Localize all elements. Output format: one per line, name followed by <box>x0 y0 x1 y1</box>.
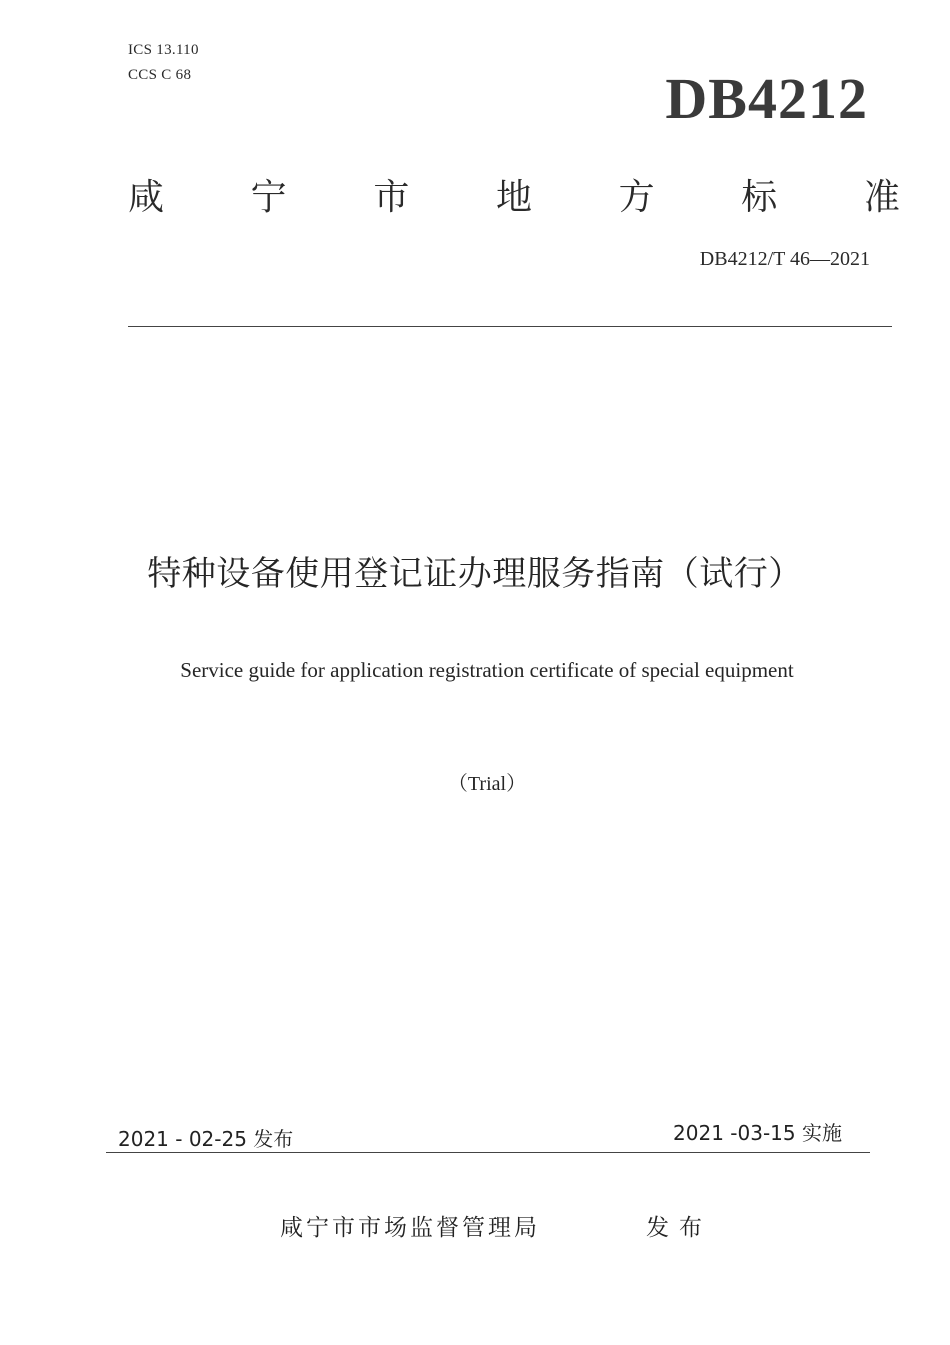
trial-note: （Trial） <box>447 773 527 795</box>
title-english: Service guide for application registration certificate of special equipment <box>180 658 794 682</box>
standard-type-char: 方 <box>618 177 655 218</box>
ics-code: ICS 13.110 <box>128 42 199 58</box>
footer-divider <box>106 1152 870 1153</box>
standard-type-char: 宁 <box>250 177 287 218</box>
issue-date: 2021 - 02-25 发布 <box>118 1127 294 1151</box>
ccs-code: CCS C 68 <box>128 67 192 83</box>
implementation-date: 2021 -03-15 实施 <box>673 1121 842 1145</box>
standard-type-char: 标 <box>741 177 778 218</box>
standard-type <box>128 174 900 222</box>
title-chinese: 特种设备使用登记证办理服务指南（试行） <box>147 554 803 594</box>
standard-type-char: 市 <box>373 177 410 218</box>
standard-type-char: 咸 <box>128 177 165 218</box>
classification-codes <box>128 38 199 88</box>
header-divider <box>128 326 892 327</box>
issuer-name: 咸宁市市场监督管理局 <box>280 1215 540 1241</box>
issuer-action: 发布 <box>646 1215 712 1241</box>
standard-type-char: 地 <box>495 177 532 218</box>
standard-code: DB4212 <box>665 66 868 131</box>
standard-type-char: 准 <box>863 177 900 218</box>
standard-number: DB4212/T 46—2021 <box>699 248 870 270</box>
